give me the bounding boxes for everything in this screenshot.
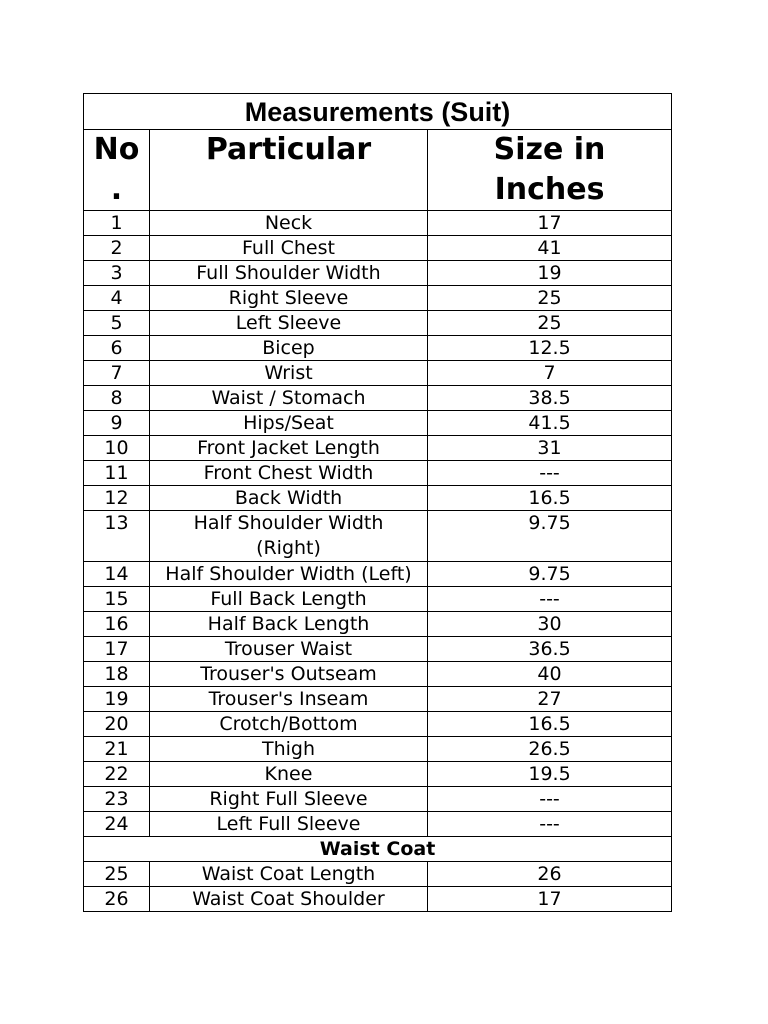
cell-no: 24	[84, 812, 150, 837]
cell-no: 20	[84, 712, 150, 737]
cell-no: 12	[84, 486, 150, 511]
table-row	[84, 862, 672, 887]
cell-size: 41	[428, 236, 672, 261]
cell-particular: Full Back Length	[150, 587, 428, 612]
cell-particular: Knee	[150, 762, 428, 787]
table-row	[84, 311, 672, 336]
cell-size: ---	[428, 787, 672, 812]
section-row	[84, 837, 672, 862]
table-row	[84, 687, 672, 712]
cell-size: 27	[428, 687, 672, 712]
table-title: Measurements (Suit)	[84, 94, 672, 130]
cell-size: 17	[428, 211, 672, 236]
header-no-dot: .	[110, 172, 123, 207]
cell-particular: Right Full Sleeve	[150, 787, 428, 812]
cell-particular: Full Chest	[150, 236, 428, 261]
cell-size: 41.5	[428, 411, 672, 436]
table-row	[84, 386, 672, 411]
cell-size: 25	[428, 311, 672, 336]
cell-particular: Half Shoulder Width (Left)	[150, 562, 428, 587]
cell-size: 40	[428, 662, 672, 687]
cell-size: 26.5	[428, 737, 672, 762]
cell-particular: Trouser's Inseam	[150, 687, 428, 712]
header-no-text: No	[93, 132, 140, 167]
cell-particular: Waist Coat Length	[150, 862, 428, 887]
cell-no: 8	[84, 386, 150, 411]
cell-particular: Trouser's Outseam	[150, 662, 428, 687]
cell-no: 4	[84, 286, 150, 311]
cell-size: 31	[428, 436, 672, 461]
table-row	[84, 261, 672, 286]
section-heading: Waist Coat	[84, 837, 672, 862]
table-row	[84, 737, 672, 762]
cell-size: 17	[428, 887, 672, 912]
cell-particular: Trouser Waist	[150, 637, 428, 662]
cell-no: 23	[84, 787, 150, 812]
cell-particular: Front Jacket Length	[150, 436, 428, 461]
cell-no: 17	[84, 637, 150, 662]
cell-particular: Hips/Seat	[150, 411, 428, 436]
table-row	[84, 562, 672, 587]
header-no	[84, 130, 150, 211]
cell-particular: Thigh	[150, 737, 428, 762]
cell-no: 14	[84, 562, 150, 587]
table-row	[84, 762, 672, 787]
cell-particular: Back Width	[150, 486, 428, 511]
cell-particular-line2: (Right)	[256, 537, 321, 559]
table-row	[84, 662, 672, 687]
table-row	[84, 812, 672, 837]
cell-no: 10	[84, 436, 150, 461]
cell-no: 22	[84, 762, 150, 787]
cell-particular: Bicep	[150, 336, 428, 361]
cell-no: 3	[84, 261, 150, 286]
cell-no: 2	[84, 236, 150, 261]
cell-size: 30	[428, 612, 672, 637]
cell-particular: Left Sleeve	[150, 311, 428, 336]
header-row	[84, 130, 672, 211]
cell-no: 1	[84, 211, 150, 236]
cell-particular: Waist Coat Shoulder	[150, 887, 428, 912]
cell-size: 16.5	[428, 486, 672, 511]
cell-no: 26	[84, 887, 150, 912]
cell-size: 12.5	[428, 336, 672, 361]
cell-size: 9.75	[428, 562, 672, 587]
title-row	[84, 94, 672, 130]
cell-no: 11	[84, 461, 150, 486]
table-row	[84, 486, 672, 511]
cell-no: 18	[84, 662, 150, 687]
table-row	[84, 712, 672, 737]
cell-no: 13	[84, 511, 150, 562]
cell-size: 36.5	[428, 637, 672, 662]
table-body	[84, 211, 672, 912]
cell-size: 25	[428, 286, 672, 311]
cell-size: 16.5	[428, 712, 672, 737]
cell-no: 6	[84, 336, 150, 361]
cell-particular: Waist / Stomach	[150, 386, 428, 411]
cell-particular: Half Back Length	[150, 612, 428, 637]
cell-particular-line1: Half Shoulder Width	[193, 512, 384, 534]
cell-particular: Front Chest Width	[150, 461, 428, 486]
cell-size: ---	[428, 587, 672, 612]
cell-particular	[150, 511, 428, 562]
header-particular: Particular	[150, 130, 428, 211]
cell-no: 5	[84, 311, 150, 336]
table-row	[84, 637, 672, 662]
cell-size: ---	[428, 461, 672, 486]
cell-no: 9	[84, 411, 150, 436]
cell-size: 9.75	[428, 511, 672, 562]
table-row	[84, 461, 672, 486]
table-row	[84, 887, 672, 912]
table-row	[84, 411, 672, 436]
table-row	[84, 236, 672, 261]
table-row	[84, 336, 672, 361]
header-size	[428, 130, 672, 211]
table-row	[84, 787, 672, 812]
cell-no: 21	[84, 737, 150, 762]
table-row	[84, 587, 672, 612]
cell-size: 19	[428, 261, 672, 286]
cell-particular: Right Sleeve	[150, 286, 428, 311]
table-row	[84, 436, 672, 461]
cell-size: 19.5	[428, 762, 672, 787]
cell-size: 7	[428, 361, 672, 386]
cell-size: 38.5	[428, 386, 672, 411]
cell-particular: Full Shoulder Width	[150, 261, 428, 286]
cell-particular: Wrist	[150, 361, 428, 386]
measurements-table	[83, 93, 672, 912]
cell-no: 15	[84, 587, 150, 612]
cell-size: ---	[428, 812, 672, 837]
cell-size: 26	[428, 862, 672, 887]
cell-particular: Crotch/Bottom	[150, 712, 428, 737]
table-row	[84, 361, 672, 386]
cell-particular: Neck	[150, 211, 428, 236]
table-row	[84, 612, 672, 637]
table-row	[84, 286, 672, 311]
header-size-line1: Size in	[493, 132, 606, 167]
cell-particular: Left Full Sleeve	[150, 812, 428, 837]
header-size-line2: Inches	[494, 172, 605, 207]
cell-no: 16	[84, 612, 150, 637]
table-row	[84, 211, 672, 236]
cell-no: 7	[84, 361, 150, 386]
table-row	[84, 511, 672, 562]
cell-no: 19	[84, 687, 150, 712]
cell-no: 25	[84, 862, 150, 887]
